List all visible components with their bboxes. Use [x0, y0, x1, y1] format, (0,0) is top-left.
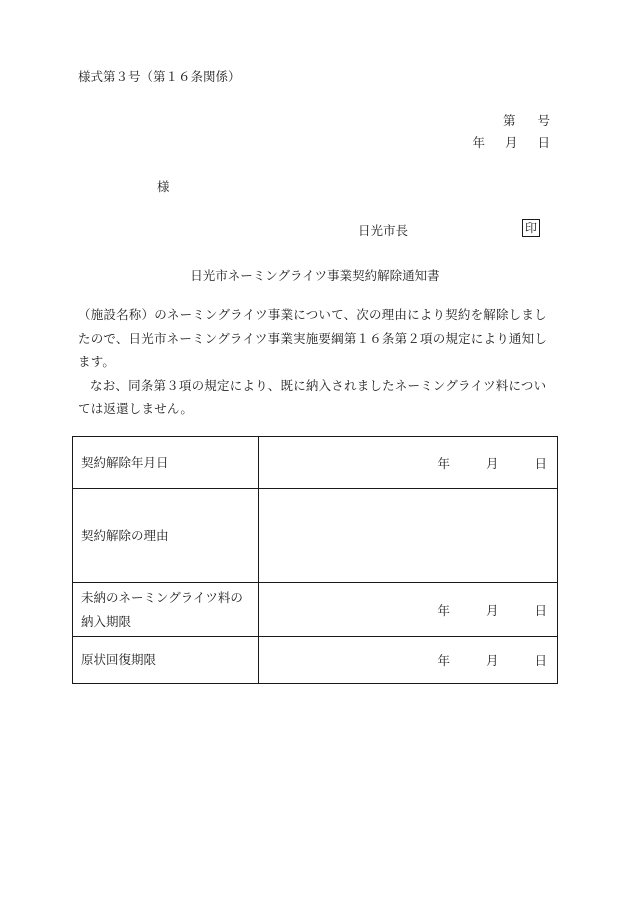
document-number-suffix: 号 — [537, 113, 550, 128]
month-char: 月 — [485, 455, 499, 471]
body-paragraph-1: （施設名称）のネーミングライツ事業について、次の理由により契約を解除しましたので、日光市ネーミングライツ事業実施要綱第１６条第２項の規定により通知します。 — [78, 307, 548, 369]
table-row — [73, 437, 558, 489]
table-row — [73, 583, 558, 637]
year-char: 年 — [437, 602, 450, 618]
issue-date-day: 日 — [537, 135, 550, 150]
document-title: 日光市ネーミングライツ事業契約解除通知書 — [190, 268, 440, 283]
termination-date-label: 契約解除年月日 — [73, 437, 259, 489]
unpaid-fee-deadline-label-line2: 納入期限 — [81, 613, 132, 629]
unpaid-fee-deadline-label-line1: 未納のネーミングライツ料の — [81, 589, 243, 605]
termination-reason-label: 契約解除の理由 — [73, 489, 259, 583]
day-char: 日 — [534, 602, 547, 618]
issuer-name: 日光市長 — [358, 223, 409, 238]
body-paragraph-2: なお、同条第３項の規定により、既に納入されましたネーミングライツ料については返還しません。 — [78, 377, 547, 416]
form-number: 様式第３号（第１６条関係） — [78, 69, 241, 84]
table-row — [73, 489, 558, 583]
termination-reason-value — [259, 489, 558, 583]
restoration-deadline-label: 原状回復期限 — [73, 637, 259, 684]
addressee-suffix: 様 — [157, 179, 170, 194]
month-char: 月 — [485, 653, 499, 668]
restoration-deadline-value — [259, 637, 558, 684]
year-char: 年 — [437, 653, 450, 668]
unpaid-fee-deadline-value — [259, 583, 558, 637]
seal-mark: 印 — [522, 219, 540, 237]
body-text — [78, 303, 554, 421]
termination-date-value — [259, 437, 558, 489]
document-number-prefix: 第 — [502, 113, 516, 128]
document-number — [503, 111, 550, 129]
month-char: 月 — [485, 602, 499, 618]
issue-date-month: 月 — [504, 135, 518, 150]
issue-date — [472, 133, 550, 151]
table-row — [73, 637, 558, 684]
issue-date-year: 年 — [472, 135, 485, 150]
termination-details-table — [72, 436, 558, 684]
year-char: 年 — [437, 455, 450, 471]
day-char: 日 — [534, 455, 547, 471]
day-char: 日 — [534, 653, 547, 668]
unpaid-fee-deadline-label — [73, 583, 259, 637]
